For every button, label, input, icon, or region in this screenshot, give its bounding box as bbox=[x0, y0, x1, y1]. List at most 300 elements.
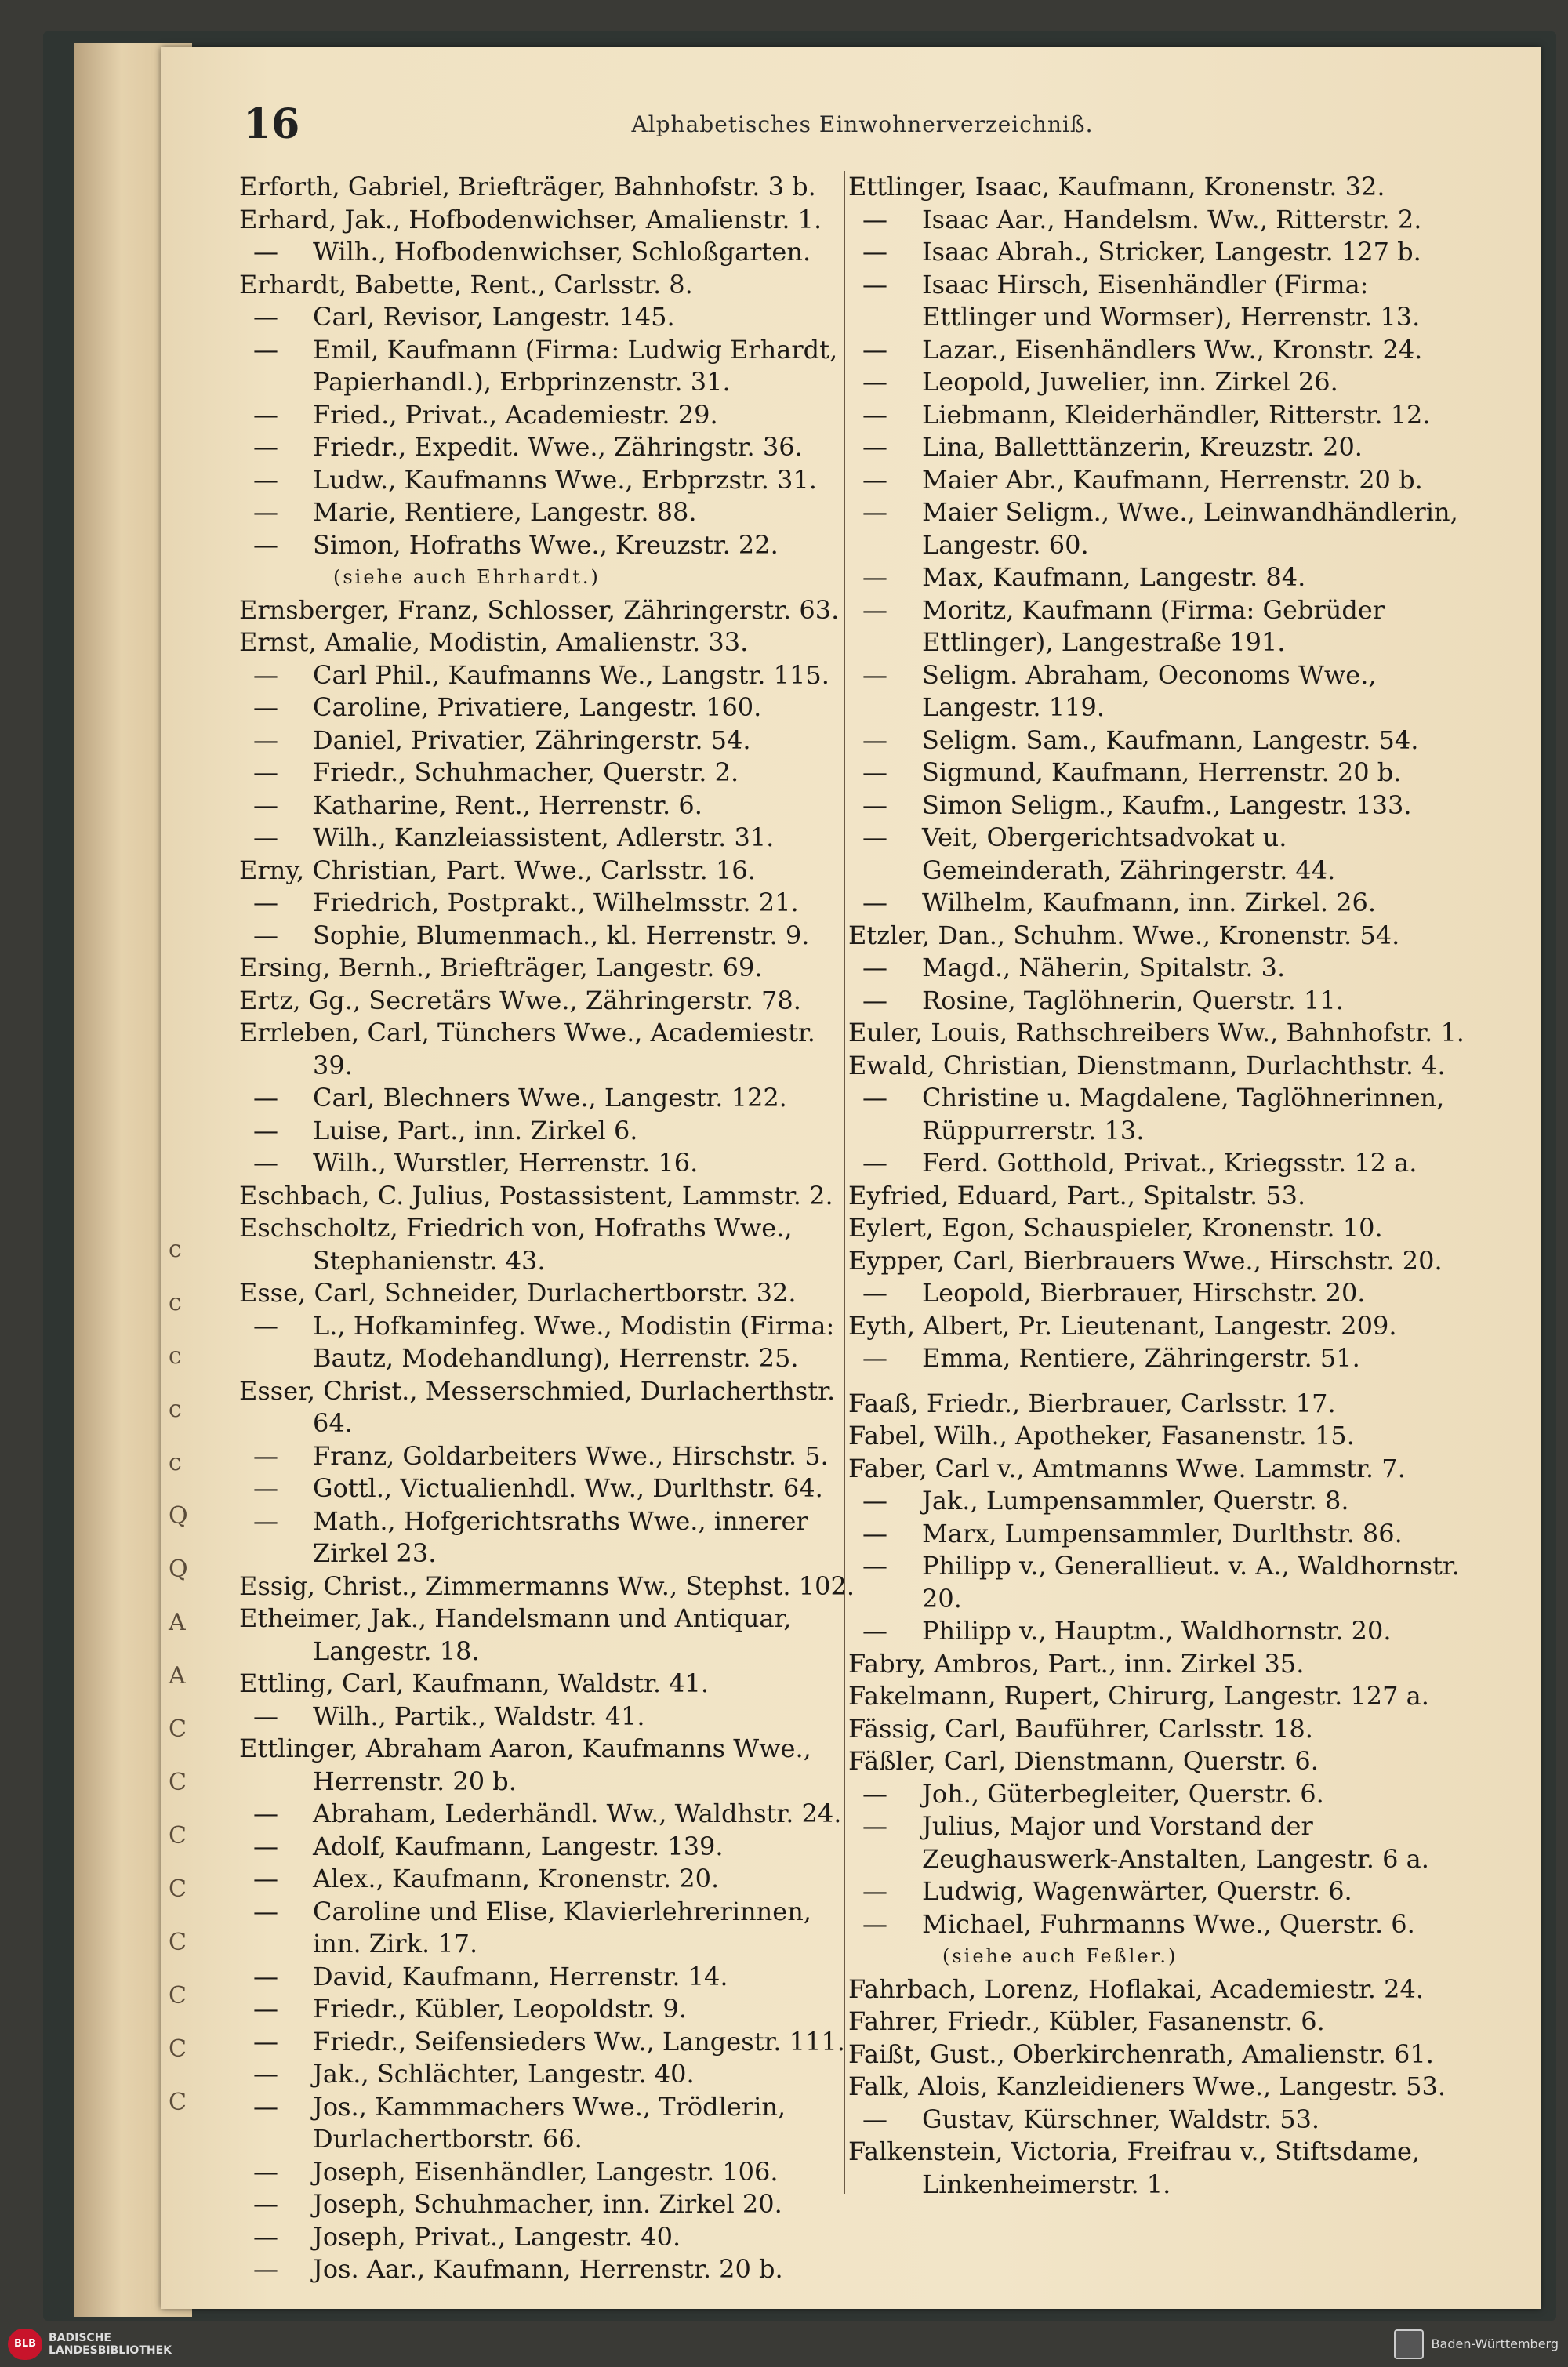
ditto-dash: — bbox=[253, 2254, 278, 2284]
entry-text: Ernst, Amalie, Modistin, Amalienstr. 33. bbox=[239, 627, 749, 657]
directory-subentry bbox=[239, 1440, 862, 1473]
ditto-dash: — bbox=[253, 302, 278, 332]
entry-text: Lazar., Eisenhändlers Ww., Kronstr. 24. bbox=[922, 334, 1423, 365]
entry-text: Jos., Kammmachers Wwe., Trödlerin, Durlachertborstr. 66. bbox=[313, 2091, 786, 2154]
ditto-dash: — bbox=[862, 888, 887, 917]
library-name bbox=[49, 2332, 172, 2357]
entry-text: Faißt, Gust., Oberkirchenrath, Amalienstr. 61. bbox=[848, 2038, 1434, 2069]
entry-text: Erforth, Gabriel, Briefträger, Bahnhofstr. 3 b. bbox=[239, 172, 816, 201]
margin-fragment: Q bbox=[169, 1502, 188, 1530]
directory-entry bbox=[848, 2136, 1472, 2201]
entry-text: Faaß, Friedr., Bierbrauer, Carlsstr. 17. bbox=[848, 1388, 1336, 1418]
entry-text: Veit, Obergerichtsadvokat u. Gemeinderath, Zähringerstr. 44. bbox=[922, 822, 1336, 885]
entry-text: Marie, Rentiere, Langestr. 88. bbox=[313, 497, 697, 527]
left-column bbox=[239, 171, 862, 2286]
directory-subentry bbox=[848, 334, 1472, 367]
ditto-dash: — bbox=[862, 399, 887, 430]
directory-entry bbox=[848, 1420, 1472, 1453]
directory-subentry bbox=[848, 724, 1472, 757]
ditto-dash: — bbox=[253, 1473, 278, 1503]
directory-subentry bbox=[239, 1082, 862, 1115]
entry-text: Caroline und Elise, Klavierlehrerinnen, inn. Zirk. 17. bbox=[313, 1896, 811, 1959]
ditto-dash: — bbox=[253, 237, 278, 267]
directory-entry bbox=[239, 952, 862, 985]
directory-subentry bbox=[848, 1147, 1472, 1180]
directory-subentry bbox=[848, 1908, 1472, 1941]
ditto-dash: — bbox=[253, 1148, 278, 1178]
directory-subentry bbox=[848, 236, 1472, 269]
directory-entry bbox=[848, 171, 1472, 204]
ditto-dash: — bbox=[253, 724, 278, 755]
directory-subentry bbox=[848, 757, 1472, 790]
directory-entry bbox=[239, 1017, 862, 1082]
directory-entry bbox=[848, 920, 1472, 953]
directory-entry bbox=[239, 1603, 862, 1668]
ditto-dash: — bbox=[862, 2104, 887, 2134]
ditto-dash: — bbox=[862, 1811, 887, 1841]
directory-entry bbox=[848, 1973, 1472, 2006]
state-footer bbox=[1394, 2321, 1559, 2367]
entry-text: L., Hofkaminfeg. Wwe., Modistin (Firma: Bautz, Modehandlung), Herrenstr. 25. bbox=[313, 1310, 835, 1373]
ditto-dash: — bbox=[253, 2059, 278, 2089]
ditto-dash: — bbox=[253, 1440, 278, 1471]
margin-fragments bbox=[169, 1223, 200, 2129]
margin-fragment: Q bbox=[169, 1556, 188, 1583]
ditto-dash: — bbox=[862, 1278, 887, 1308]
page-number: 16 bbox=[243, 100, 300, 148]
ditto-dash: — bbox=[862, 367, 887, 397]
ditto-dash: — bbox=[253, 1083, 278, 1113]
entry-text: Erhardt, Babette, Rent., Carlsstr. 8. bbox=[239, 269, 693, 300]
directory-subentry bbox=[239, 1863, 862, 1896]
directory-entry bbox=[239, 594, 862, 627]
entry-text: Wilh., Wurstler, Herrenstr. 16. bbox=[313, 1148, 699, 1178]
ditto-dash: — bbox=[862, 1518, 887, 1548]
directory-subentry bbox=[239, 1831, 862, 1864]
entry-text: Ewald, Christian, Dienstmann, Durlachthstr. 4. bbox=[848, 1050, 1446, 1080]
entry-text: Friedr., Kübler, Leopoldstr. 9. bbox=[313, 1994, 687, 2024]
directory-entry bbox=[848, 1180, 1472, 1213]
directory-subentry bbox=[848, 366, 1472, 399]
entry-text: Moritz, Kaufmann (Firma: Gebrüder Ettlinger), Langestraße 191. bbox=[922, 594, 1385, 657]
directory-subentry bbox=[848, 1550, 1472, 1615]
entry-text: Philipp v., Hauptm., Waldhornstr. 20. bbox=[922, 1616, 1392, 1646]
entry-text: Joseph, Privat., Langestr. 40. bbox=[313, 2221, 681, 2252]
directory-entry bbox=[848, 1245, 1472, 1278]
entry-text: Wilh., Partik., Waldstr. 41. bbox=[313, 1701, 645, 1731]
directory-subentry bbox=[239, 2091, 862, 2156]
entry-text: Friedr., Schuhmacher, Querstr. 2. bbox=[313, 757, 739, 787]
entry-text: Carl, Revisor, Langestr. 145. bbox=[313, 302, 675, 332]
directory-subentry bbox=[239, 2058, 862, 2091]
entry-text: Errleben, Carl, Tünchers Wwe., Academiestr. 39. bbox=[239, 1018, 815, 1080]
directory-subentry bbox=[239, 301, 862, 334]
margin-fragment: c bbox=[169, 1289, 182, 1316]
state-name: Baden-Württemberg bbox=[1431, 2336, 1559, 2351]
entry-text: Isaac Aar., Handelsm. Ww., Ritterstr. 2. bbox=[922, 204, 1422, 234]
ditto-dash: — bbox=[253, 1115, 278, 1145]
entry-text: Emma, Rentiere, Zähringerstr. 51. bbox=[922, 1343, 1360, 1373]
ditto-dash: — bbox=[862, 1083, 887, 1113]
margin-fragment: c bbox=[169, 1342, 182, 1370]
ditto-dash: — bbox=[253, 692, 278, 722]
margin-fragment: C bbox=[169, 1822, 187, 1850]
ditto-dash: — bbox=[253, 529, 278, 560]
entry-text: Wilhelm, Kaufmann, inn. Zirkel. 26. bbox=[922, 888, 1377, 917]
directory-subentry bbox=[239, 920, 862, 953]
directory-subentry bbox=[848, 1485, 1472, 1518]
entry-text: Alex., Kaufmann, Kronenstr. 20. bbox=[313, 1864, 720, 1893]
ditto-dash: — bbox=[862, 757, 887, 787]
entry-text: Falkenstein, Victoria, Freifrau v., Stiftsdame, Linkenheimerstr. 1. bbox=[848, 2136, 1421, 2199]
entry-text: Max, Kaufmann, Langestr. 84. bbox=[922, 562, 1306, 592]
ditto-dash: — bbox=[862, 269, 887, 300]
directory-subentry bbox=[239, 1472, 862, 1505]
library-footer bbox=[0, 2321, 235, 2367]
ditto-dash: — bbox=[253, 399, 278, 430]
directory-subentry bbox=[239, 790, 862, 822]
note-text: (siehe auch Feßler.) bbox=[942, 1945, 1178, 1967]
directory-entry bbox=[239, 1212, 862, 1277]
ditto-dash: — bbox=[253, 1701, 278, 1731]
entry-text: Leopold, Juwelier, inn. Zirkel 26. bbox=[922, 367, 1338, 397]
directory-entry bbox=[848, 1713, 1472, 1746]
directory-subentry bbox=[239, 822, 862, 855]
entry-text: Etzler, Dan., Schuhm. Wwe., Kronenstr. 54. bbox=[848, 920, 1400, 950]
ditto-dash: — bbox=[253, 920, 278, 950]
entry-text: Fabel, Wilh., Apotheker, Fasanenstr. 15. bbox=[848, 1421, 1355, 1450]
directory-subentry bbox=[239, 2188, 862, 2221]
directory-subentry bbox=[848, 1615, 1472, 1648]
directory-entry bbox=[848, 1017, 1472, 1050]
ditto-dash: — bbox=[862, 432, 887, 462]
ditto-dash: — bbox=[253, 2026, 278, 2057]
entry-text: Emil, Kaufmann (Firma: Ludwig Erhardt, Papierhandl.), Erbprinzenstr. 31. bbox=[313, 334, 838, 397]
directory-entry bbox=[239, 1375, 862, 1440]
entry-text: Ernsberger, Franz, Schlosser, Zähringerstr. 63. bbox=[239, 594, 840, 625]
directory-entry bbox=[239, 1180, 862, 1213]
directory-subentry bbox=[848, 985, 1472, 1018]
entry-text: Erny, Christian, Part. Wwe., Carlsstr. 16. bbox=[239, 855, 756, 885]
entry-text: Isaac Abrah., Stricker, Langestr. 127 b. bbox=[922, 237, 1421, 267]
directory-subentry bbox=[239, 1310, 862, 1375]
directory-subentry bbox=[848, 659, 1472, 724]
entry-text: Abraham, Lederhändl. Ww., Waldhstr. 24. bbox=[313, 1799, 842, 1828]
entry-text: Esser, Christ., Messerschmied, Durlacherthstr. 64. bbox=[239, 1375, 836, 1438]
margin-fragment: C bbox=[169, 1929, 187, 1956]
entry-text: Friedr., Expedit. Wwe., Zähringstr. 36. bbox=[313, 432, 803, 462]
entry-text: Carl Phil., Kaufmanns We., Langstr. 115. bbox=[313, 659, 829, 690]
margin-fragment: C bbox=[169, 1769, 187, 1796]
entry-text: Eyfried, Eduard, Part., Spitalstr. 53. bbox=[848, 1180, 1306, 1211]
directory-subentry bbox=[848, 594, 1472, 659]
entry-text: Marx, Lumpensammler, Durlthstr. 86. bbox=[922, 1518, 1403, 1548]
ditto-dash: — bbox=[253, 432, 278, 462]
directory-subentry bbox=[239, 236, 862, 269]
entry-text: Ettling, Carl, Kaufmann, Waldstr. 41. bbox=[239, 1668, 710, 1698]
directory-subentry bbox=[239, 464, 862, 497]
directory-subentry bbox=[848, 399, 1472, 432]
library-name-line2: LANDESBIBLIOTHEK bbox=[49, 2343, 172, 2357]
ditto-dash: — bbox=[862, 659, 887, 690]
entry-text: Joh., Güterbegleiter, Querstr. 6. bbox=[922, 1778, 1324, 1809]
entry-text: Isaac Hirsch, Eisenhändler (Firma: Ettlinger und Wormser), Herrenstr. 13. bbox=[922, 269, 1421, 332]
entry-text: Simon, Hofraths Wwe., Kreuzstr. 22. bbox=[313, 529, 779, 560]
entry-text: Sigmund, Kaufmann, Herrenstr. 20 b. bbox=[922, 757, 1402, 787]
entry-text: Magd., Näherin, Spitalstr. 3. bbox=[922, 953, 1286, 982]
entry-text: Wilh., Hofbodenwichser, Schloßgarten. bbox=[313, 237, 811, 267]
directory-subentry bbox=[239, 724, 862, 757]
ditto-dash: — bbox=[253, 790, 278, 820]
directory-subentry bbox=[848, 1342, 1472, 1375]
entry-text: Sophie, Blumenmach., kl. Herrenstr. 9. bbox=[313, 920, 810, 950]
ditto-dash: — bbox=[862, 1616, 887, 1646]
margin-fragment: c bbox=[169, 1236, 182, 1263]
entry-text: Ludw., Kaufmanns Wwe., Erbprzstr. 31. bbox=[313, 464, 817, 495]
entry-text: Joseph, Schuhmacher, inn. Zirkel 20. bbox=[313, 2189, 782, 2219]
entry-text: Michael, Fuhrmanns Wwe., Querstr. 6. bbox=[922, 1908, 1415, 1939]
entry-text: Franz, Goldarbeiters Wwe., Hirschstr. 5. bbox=[313, 1440, 829, 1471]
ditto-dash: — bbox=[253, 497, 278, 527]
entry-text: Fässig, Carl, Bauführer, Carlsstr. 18. bbox=[848, 1713, 1313, 1744]
ditto-dash: — bbox=[862, 497, 887, 527]
ditto-dash: — bbox=[862, 953, 887, 982]
directory-subentry bbox=[239, 1896, 862, 1961]
entry-text: Philipp v., Generallieut. v. A., Waldhornstr. 20. bbox=[922, 1551, 1460, 1614]
directory-entry bbox=[239, 269, 862, 302]
entry-text: Eschbach, C. Julius, Postassistent, Lammstr. 2. bbox=[239, 1180, 833, 1211]
ditto-dash: — bbox=[253, 888, 278, 917]
directory-subentry bbox=[239, 2156, 862, 2189]
ditto-dash: — bbox=[862, 1148, 887, 1178]
entry-text: Etheimer, Jak., Handelsmann und Antiquar, Langestr. 18. bbox=[239, 1603, 792, 1666]
ditto-dash: — bbox=[862, 204, 887, 234]
directory-subentry bbox=[239, 431, 862, 464]
margin-fragment: C bbox=[169, 2089, 187, 2116]
entry-text: Gottl., Victualienhdl. Ww., Durlthstr. 64. bbox=[313, 1473, 823, 1503]
ditto-dash: — bbox=[253, 1505, 278, 1536]
ditto-dash: — bbox=[253, 659, 278, 690]
directory-entry bbox=[848, 1388, 1472, 1421]
directory-subentry bbox=[239, 2026, 862, 2059]
entry-text: Ettlinger, Abraham Aaron, Kaufmanns Wwe., Herrenstr. 20 b. bbox=[239, 1734, 811, 1796]
cross-reference-note bbox=[848, 1940, 1472, 1973]
entry-text: Julius, Major und Vorstand der Zeughauswerk-Anstalten, Langestr. 6 a. bbox=[922, 1811, 1429, 1874]
ditto-dash: — bbox=[253, 2091, 278, 2122]
directory-subentry bbox=[848, 496, 1472, 561]
directory-subentry bbox=[239, 334, 862, 399]
entry-text: Gustav, Kürschner, Waldstr. 53. bbox=[922, 2104, 1320, 2134]
ditto-dash: — bbox=[253, 1799, 278, 1828]
entry-text: Katharine, Rent., Herrenstr. 6. bbox=[313, 790, 702, 820]
directory-subentry bbox=[848, 952, 1472, 985]
ditto-dash: — bbox=[862, 1908, 887, 1939]
entry-text: David, Kaufmann, Herrenstr. 14. bbox=[313, 1961, 728, 1991]
ditto-dash: — bbox=[862, 237, 887, 267]
entry-text: Eyth, Albert, Pr. Lieutenant, Langestr. 209. bbox=[848, 1310, 1397, 1341]
directory-subentry bbox=[239, 496, 862, 529]
directory-subentry bbox=[239, 1115, 862, 1148]
directory-subentry bbox=[239, 399, 862, 432]
ditto-dash: — bbox=[862, 464, 887, 495]
entry-text: Maier Seligm., Wwe., Leinwandhändlerin, Langestr. 60. bbox=[922, 497, 1458, 560]
directory-entry bbox=[239, 985, 862, 1018]
entry-text: Christine u. Magdalene, Taglöhnerinnen, Rüppurrerstr. 13. bbox=[922, 1083, 1445, 1145]
margin-fragment: C bbox=[169, 1982, 187, 2009]
entry-text: Ersing, Bernh., Briefträger, Langestr. 69. bbox=[239, 953, 763, 982]
entry-text: Esse, Carl, Schneider, Durlachertborstr. 32. bbox=[239, 1278, 797, 1308]
ditto-dash: — bbox=[253, 2156, 278, 2187]
right-column bbox=[848, 171, 1472, 2201]
directory-subentry bbox=[239, 2253, 862, 2286]
ditto-dash: — bbox=[862, 985, 887, 1015]
directory-subentry bbox=[239, 1147, 862, 1180]
ditto-dash: — bbox=[862, 594, 887, 625]
entry-text: Daniel, Privatier, Zähringerstr. 54. bbox=[313, 724, 751, 755]
library-name-line1: BADISCHE bbox=[49, 2331, 111, 2344]
ditto-dash: — bbox=[253, 1896, 278, 1926]
entry-text: Fabry, Ambros, Part., inn. Zirkel 35. bbox=[848, 1648, 1305, 1679]
directory-subentry bbox=[848, 1875, 1472, 1908]
margin-fragment: A bbox=[169, 1662, 186, 1690]
directory-subentry bbox=[848, 822, 1472, 887]
cross-reference-note bbox=[239, 561, 862, 594]
directory-entry bbox=[848, 1453, 1472, 1486]
margin-fragment: C bbox=[169, 2035, 187, 2063]
entry-text: Erhard, Jak., Hofbodenwichser, Amalienstr. 1. bbox=[239, 204, 822, 234]
running-title: Alphabetisches Einwohnerverzeichniß. bbox=[631, 111, 1094, 137]
directory-subentry bbox=[239, 757, 862, 790]
directory-subentry bbox=[239, 1505, 862, 1570]
entry-text: Jos. Aar., Kaufmann, Herrenstr. 20 b. bbox=[313, 2254, 783, 2284]
entry-text: Luise, Part., inn. Zirkel 6. bbox=[313, 1115, 638, 1145]
ditto-dash: — bbox=[253, 1994, 278, 2024]
directory-subentry bbox=[848, 464, 1472, 497]
entry-text: Joseph, Eisenhändler, Langestr. 106. bbox=[313, 2156, 779, 2187]
entry-text: Euler, Louis, Rathschreibers Ww., Bahnhofstr. 1. bbox=[848, 1018, 1465, 1047]
directory-subentry bbox=[848, 269, 1472, 334]
directory-subentry bbox=[848, 887, 1472, 920]
directory-entry bbox=[848, 1212, 1472, 1245]
ditto-dash: — bbox=[253, 1310, 278, 1341]
directory-subentry bbox=[239, 1701, 862, 1734]
directory-subentry bbox=[239, 1961, 862, 1994]
directory-entry bbox=[848, 2071, 1472, 2104]
directory-subentry bbox=[848, 790, 1472, 822]
directory-subentry bbox=[848, 1277, 1472, 1310]
entry-text: Essig, Christ., Zimmermanns Ww., Stephst. 102. bbox=[239, 1570, 855, 1601]
ditto-dash: — bbox=[253, 1864, 278, 1893]
entry-text: Simon Seligm., Kaufm., Langestr. 133. bbox=[922, 790, 1412, 820]
margin-fragment: c bbox=[169, 1449, 182, 1476]
directory-entry bbox=[848, 1680, 1472, 1713]
directory-subentry bbox=[848, 204, 1472, 237]
directory-subentry bbox=[239, 2221, 862, 2254]
ditto-dash: — bbox=[862, 822, 887, 852]
directory-subentry bbox=[848, 1082, 1472, 1147]
ditto-dash: — bbox=[253, 1831, 278, 1861]
directory-entry bbox=[239, 1733, 862, 1798]
entry-text: Math., Hofgerichtsraths Wwe., innerer Zirkel 23. bbox=[313, 1505, 808, 1568]
ditto-dash: — bbox=[862, 1876, 887, 1906]
margin-fragment: C bbox=[169, 1715, 187, 1743]
entry-text: Fakelmann, Rupert, Chirurg, Langestr. 127 a. bbox=[848, 1681, 1429, 1711]
directory-entry bbox=[239, 171, 862, 204]
note-text: (siehe auch Ehrhardt.) bbox=[333, 566, 601, 588]
ditto-dash: — bbox=[253, 334, 278, 365]
entry-text: Seligm. Sam., Kaufmann, Langestr. 54. bbox=[922, 724, 1419, 755]
ditto-dash: — bbox=[862, 334, 887, 365]
ditto-dash: — bbox=[253, 2221, 278, 2252]
directory-subentry bbox=[848, 431, 1472, 464]
entry-text: Faber, Carl v., Amtmanns Wwe. Lammstr. 7. bbox=[848, 1453, 1406, 1483]
entry-text: Ertz, Gg., Secretärs Wwe., Zähringerstr. 78. bbox=[239, 985, 801, 1015]
ditto-dash: — bbox=[253, 1961, 278, 1991]
directory-entry bbox=[848, 1050, 1472, 1083]
margin-fragment: c bbox=[169, 1396, 182, 1423]
directory-subentry bbox=[848, 1518, 1472, 1551]
ditto-dash: — bbox=[253, 2189, 278, 2219]
entry-text: Eypper, Carl, Bierbrauers Wwe., Hirschstr. 20. bbox=[848, 1245, 1443, 1276]
entry-text: Friedr., Seifensieders Ww., Langestr. 111. bbox=[313, 2026, 845, 2057]
directory-subentry bbox=[239, 529, 862, 562]
directory-subentry bbox=[848, 1810, 1472, 1875]
directory-entry bbox=[239, 626, 862, 659]
directory-entry bbox=[239, 1668, 862, 1701]
directory-subentry bbox=[848, 1778, 1472, 1811]
entry-text: Jak., Schlächter, Langestr. 40. bbox=[313, 2059, 695, 2089]
blb-logo-icon: BLB bbox=[8, 2329, 42, 2360]
directory-entry bbox=[848, 1310, 1472, 1343]
bw-coat-of-arms-icon bbox=[1394, 2329, 1424, 2359]
entry-text: Eylert, Egon, Schauspieler, Kronenstr. 10. bbox=[848, 1213, 1383, 1243]
entry-text: Seligm. Abraham, Oeconoms Wwe., Langestr. 119. bbox=[922, 659, 1377, 722]
ditto-dash: — bbox=[862, 562, 887, 592]
directory-subentry bbox=[239, 692, 862, 724]
entry-text: Caroline, Privatiere, Langestr. 160. bbox=[313, 692, 762, 722]
entry-text: Wilh., Kanzleiassistent, Adlerstr. 31. bbox=[313, 822, 775, 852]
margin-fragment: C bbox=[169, 1875, 187, 1903]
directory-entry bbox=[848, 2038, 1472, 2071]
directory-subentry bbox=[239, 659, 862, 692]
entry-text: Ludwig, Wagenwärter, Querstr. 6. bbox=[922, 1876, 1352, 1906]
margin-fragment: A bbox=[169, 1609, 186, 1636]
entry-text: Carl, Blechners Wwe., Langestr. 122. bbox=[313, 1083, 787, 1113]
directory-entry bbox=[239, 855, 862, 888]
ditto-dash: — bbox=[862, 1551, 887, 1581]
entry-text: Fahrer, Friedr., Kübler, Fasanenstr. 6. bbox=[848, 2006, 1325, 2036]
entry-text: Ferd. Gotthold, Privat., Kriegsstr. 12 a. bbox=[922, 1148, 1417, 1178]
entry-text: Adolf, Kaufmann, Langestr. 139. bbox=[313, 1831, 724, 1861]
ditto-dash: — bbox=[253, 464, 278, 495]
entry-text: Fried., Privat., Academiestr. 29. bbox=[313, 399, 718, 430]
directory-entry bbox=[848, 2006, 1472, 2038]
entry-text: Jak., Lumpensammler, Querstr. 8. bbox=[922, 1486, 1349, 1516]
entry-text: Liebmann, Kleiderhändler, Ritterstr. 12. bbox=[922, 399, 1431, 430]
entry-text: Fahrbach, Lorenz, Hoflakai, Academiestr. 24. bbox=[848, 1973, 1424, 2004]
directory-entry bbox=[239, 1277, 862, 1310]
ditto-dash: — bbox=[862, 1778, 887, 1809]
entry-text: Eschscholtz, Friedrich von, Hofraths Wwe., Stephanienstr. 43. bbox=[239, 1213, 793, 1276]
directory-subentry bbox=[848, 561, 1472, 594]
page-header bbox=[192, 100, 1533, 147]
ditto-dash: — bbox=[253, 822, 278, 852]
entry-text: Lina, Balletttänzerin, Kreuzstr. 20. bbox=[922, 432, 1363, 462]
directory-subentry bbox=[239, 887, 862, 920]
entry-text: Maier Abr., Kaufmann, Herrenstr. 20 b. bbox=[922, 464, 1423, 495]
entry-text: Rosine, Taglöhnerin, Querstr. 11. bbox=[922, 985, 1344, 1015]
ditto-dash: — bbox=[862, 724, 887, 755]
